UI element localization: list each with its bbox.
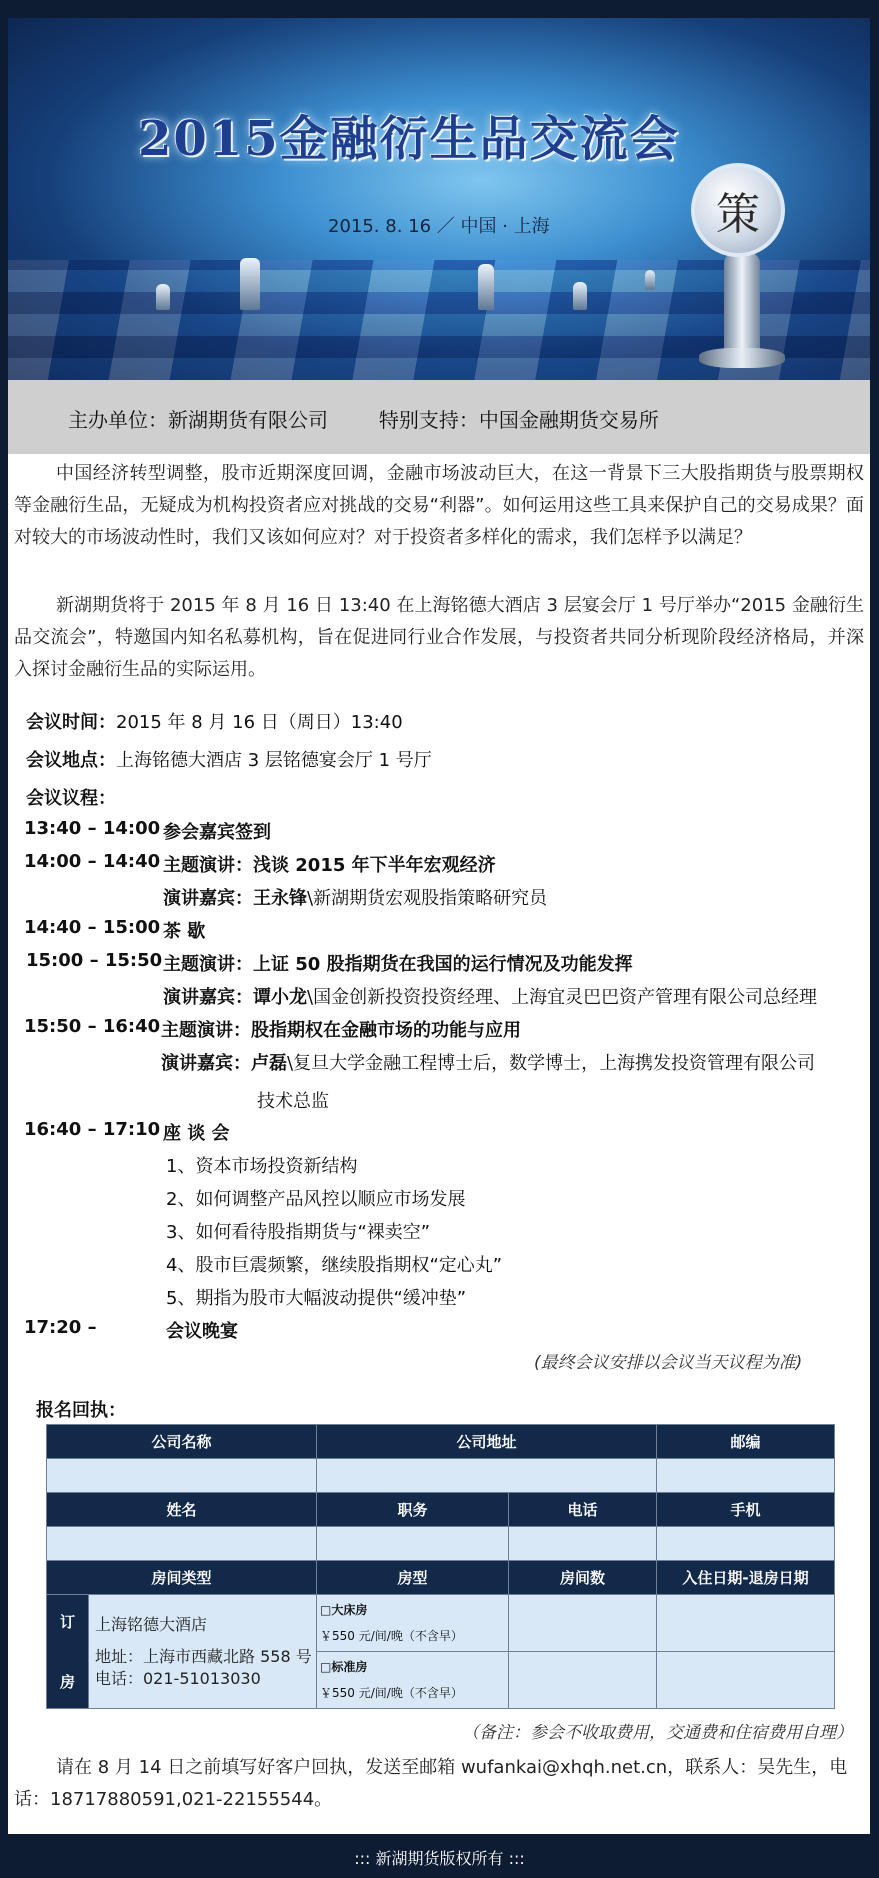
topic-item: 2、如何调整产品风控以顺应市场发展 [166,1189,466,1210]
intro-paragraph-2: 新湖期货将于 2015 年 8 月 16 日 13:40 在上海铭德大酒店 3 层宴会厅 1 号厅举办“2015 金融衍生品交流会”，特邀国内知名私募机构，旨在促进同行业合作发展，与投资者共同分析现阶段经济格局，并深入探讨金融衍生品的实际运用。 [14,595,864,680]
agenda-time: 17:20 – [24,1317,97,1338]
col-mobile: 手机 [657,1493,835,1527]
banner-title: 2015金融衍生品交流会 [138,111,680,167]
chess-pawn-icon [573,282,587,310]
chess-pawn-icon [645,270,655,290]
chess-pawn-icon [156,284,170,310]
col-room-style: 房型 [317,1561,509,1595]
dates-standard[interactable] [657,1652,835,1709]
event-banner [8,18,870,380]
agenda-title: 主题演讲：浅谈 2015 年下半年宏观经济 [163,855,496,876]
agenda-title: 茶 歇 [163,921,206,942]
col-dates: 入住日期-退房日期 [657,1561,835,1595]
company-input[interactable] [47,1459,317,1493]
agenda-time: 13:40 – 14:00 [24,818,161,839]
room-option-king[interactable]: □大床房 ￥550 元/间/晚（不含早） [317,1595,509,1652]
organizer-text: 主办单位：新湖期货有限公司 特别支持：中国金融期货交易所 [68,408,659,432]
contact-paragraph: 请在 8 月 14 日之前填写好客户回执，发送至邮箱 wufankai@xhqh.net.cn，联系人：吴先生，电话：18717880591,021-22155544。 [14,1757,848,1810]
agenda-note: (最终会议安排以会议当天议程为准) [534,1353,803,1373]
mobile-input[interactable] [657,1527,835,1561]
agenda-title: 会议晚宴 [166,1321,238,1342]
meeting-time: 会议时间：2015 年 8 月 16 日（周日）13:40 [26,712,403,733]
agenda-title: 参会嘉宾签到 [163,822,271,843]
agenda-heading: 会议议程： [26,788,116,809]
agenda-speaker-cont: 技术总监 [257,1091,329,1112]
agenda-speaker: 演讲嘉宾：王永锋\新湖期货宏观股指策略研究员 [163,888,548,909]
intro-paragraph-1: 中国经济转型调整，股市近期深度回调，金融市场波动巨大，在这一背景下三大股指期货与股票期权等金融衍生品，无疑成为机构投资者应对挑战的交易“利器”。如何运用这些工具来保护自己的交易成果？面对较大的市场波动性时，我们又该如何应对？对于投资者多样化的需求，我们怎样予以满足？ [14,463,864,548]
chess-king-stem [724,253,760,363]
name-input[interactable] [47,1527,317,1561]
col-position: 职务 [317,1493,509,1527]
agenda-time: 16:40 – 17:10 [24,1119,161,1140]
col-name: 姓名 [47,1493,317,1527]
col-company: 公司名称 [47,1425,317,1459]
agenda-title: 主题演讲：股指期权在金融市场的功能与应用 [161,1020,521,1041]
meeting-place: 会议地点：上海铭德大酒店 3 层铭德宴会厅 1 号厅 [26,750,432,771]
topic-item: 5、期指为股市大幅波动提供“缓冲垫” [166,1288,467,1309]
room-option-standard[interactable]: □标准房 ￥550 元/间/晚（不含早） [317,1652,509,1709]
dates-king[interactable] [657,1595,835,1652]
room-count-standard[interactable] [509,1652,657,1709]
registration-form [46,1424,835,1709]
chess-knight-icon [240,258,260,310]
remark-note: （备注：参会不收取费用，交通费和住宿费用自理） [462,1723,853,1743]
hotel-phone: 电话：021-51013030 [95,1668,261,1688]
agenda-title: 座 谈 会 [163,1123,230,1144]
agenda-time: 15:00 – 15:50 [26,950,163,971]
strategy-seal-icon: 策 [691,163,785,257]
room-count-king[interactable] [509,1595,657,1652]
col-zip: 邮编 [657,1425,835,1459]
agenda-speaker: 演讲嘉宾：卢磊\复旦大学金融工程博士后，数学博士，上海携发投资管理有限公司 [161,1053,816,1074]
organizer-bar [8,380,870,454]
registration-title: 报名回执： [36,1400,126,1421]
col-address: 公司地址 [317,1425,657,1459]
agenda-time: 14:00 – 14:40 [24,851,161,872]
col-room-count: 房间数 [509,1561,657,1595]
topic-item: 3、如何看待股指期货与“裸卖空” [166,1222,431,1243]
col-room-type: 房间类型 [47,1561,317,1595]
position-input[interactable] [317,1527,509,1561]
topic-item: 4、股市巨震频繁，继续股指期权“定心丸” [166,1255,503,1276]
col-phone: 电话 [509,1493,657,1527]
zip-input[interactable] [657,1459,835,1493]
agenda-time: 14:40 – 15:00 [24,917,161,938]
chess-pawn-icon [478,264,494,310]
topic-item: 1、资本市场投资新结构 [166,1156,358,1177]
agenda-time: 15:50 – 16:40 [24,1016,161,1037]
address-input[interactable] [317,1459,657,1493]
banner-date: 2015. 8. 16 ／ 中国 · 上海 [328,216,550,237]
agenda-speaker: 演讲嘉宾：谭小龙\国金创新投资投资经理、上海宜灵巴巴资产管理有限公司总经理 [163,987,818,1008]
hotel-address: 地址：上海市西藏北路 558 号 [95,1646,312,1666]
hotel-name: 上海铭德大酒店 [95,1614,208,1634]
booking-label: 订 房 [47,1595,89,1709]
hotel-info [89,1595,317,1709]
copyright-footer: ::: 新湖期货版权所有 ::: [354,1849,525,1868]
phone-input[interactable] [509,1527,657,1561]
agenda-title: 主题演讲：上证 50 股指期货在我国的运行情况及功能发挥 [163,954,633,975]
